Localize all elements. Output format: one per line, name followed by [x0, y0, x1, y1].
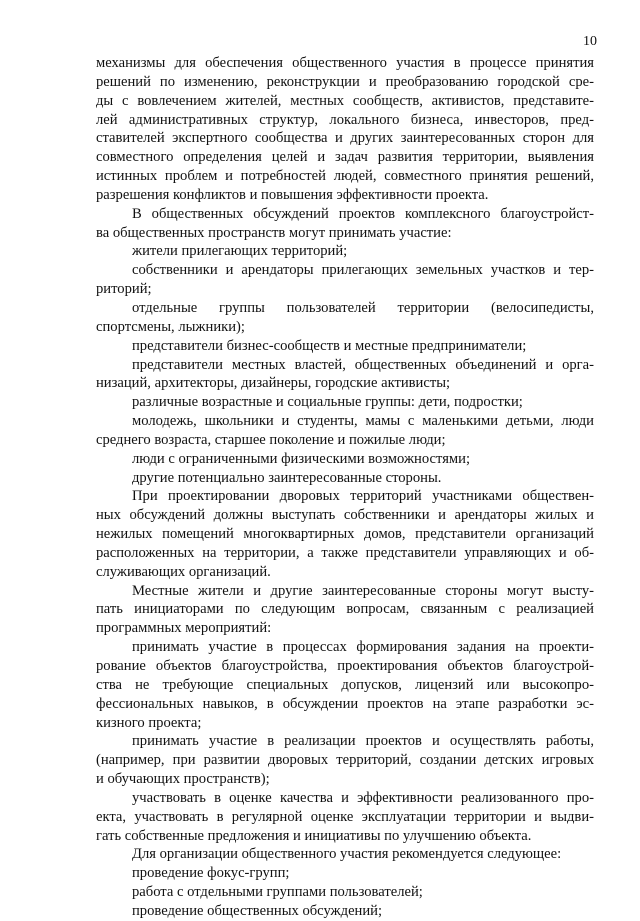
- text-line: механизмы для обеспечения общественного участия в процессе принятия: [96, 55, 594, 71]
- text-line: пать инициаторами по следующим вопросам, связанным с реализацией: [96, 601, 594, 618]
- text-line: совместного определения целей и задач развития территории, выявления: [96, 149, 594, 166]
- text-line: среднего возраста, старшее поколение и пожилые люди;: [96, 431, 446, 448]
- text-line: (например, при развитии дворовых территорий, создании детских игровых: [96, 752, 594, 769]
- text-line: лей административных структур, локального бизнеса, инвесторов, пред-: [96, 111, 594, 128]
- text-line: отдельные группы пользователей территории (велосипедисты,: [132, 299, 594, 316]
- text-line: представители местных властей, общественных объединений и орга-: [132, 356, 594, 373]
- text-line: работа с отдельными группами пользователей;: [132, 884, 423, 901]
- text-line: Для организации общественного участия рекомендуется следующее:: [132, 846, 562, 863]
- text-line: спортсмены, лыжники);: [96, 318, 245, 335]
- text-line: проведение общественных обсуждений;: [132, 902, 383, 919]
- text-line: люди с ограниченными физическими возможностями;: [132, 450, 471, 467]
- text-line: При проектировании дворовых территорий участниками обществен-: [132, 488, 594, 505]
- text-line: служивающих организаций.: [96, 563, 271, 580]
- text-line: ства не требующие специальных допусков, лицензий или высокопро-: [96, 676, 594, 693]
- text-line: представители бизнес-сообществ и местные предприниматели;: [132, 337, 527, 354]
- text-line: участвовать в оценке качества и эффективности реализованного про-: [132, 789, 594, 806]
- page-number: 10: [583, 34, 597, 49]
- text-line: принимать участие в реализации проектов и осуществлять работы,: [132, 733, 594, 750]
- text-line: екта, участвовать в регулярной оценке эксплуатации территории и выдви-: [96, 808, 594, 825]
- text-line: разрешения конфликтов и повышения эффективности проекта.: [96, 186, 489, 203]
- text-line: ных обсуждений должны выступать собственники и арендаторы жилых и: [96, 507, 594, 524]
- text-line: гать собственные предложения и инициативы по улучшению объекта.: [96, 827, 532, 844]
- text-line: В общественных обсуждений проектов комплексного благоустройст-: [132, 205, 594, 222]
- text-line: нежилых помещений многоквартирных домов, представители организаций: [96, 526, 594, 543]
- text-line: кизного проекта;: [96, 714, 202, 731]
- text-line: и обучающих пространств);: [96, 771, 270, 788]
- text-line: ва общественных пространств могут принимать участие:: [96, 224, 452, 241]
- body-text: [96, 54, 594, 921]
- text-line: ставителей экспертного сообщества и других заинтересованных сторон для: [96, 130, 594, 147]
- text-line: проведение фокус-групп;: [132, 865, 290, 882]
- text-line: решений по изменению, реконструкции и преобразованию городской сре-: [96, 73, 594, 90]
- text-line: ды с вовлечением жителей, местных сообществ, активистов, представите-: [96, 92, 594, 109]
- text-line: низаций, архитекторы, дизайнеры, городские активисты;: [96, 375, 451, 392]
- text-line: молодежь, школьники и студенты, мамы с маленькими детьми, люди: [132, 413, 594, 430]
- text-line: программных мероприятий:: [96, 620, 272, 637]
- text-line: истинных проблем и потребностей людей, совместного принятия решений,: [96, 168, 594, 185]
- text-line: фессиональных навыков, в обсуждении проектов на этапе разработки эс-: [96, 695, 594, 712]
- text-line: риторий;: [96, 281, 152, 298]
- text-line: различные возрастные и социальные группы: дети, подростки;: [132, 394, 523, 411]
- text-line: Местные жители и другие заинтересованные стороны могут высту-: [132, 582, 594, 599]
- text-line: другие потенциально заинтересованные стороны.: [132, 469, 442, 486]
- text-line: принимать участие в процессах формирования задания на проекти-: [132, 639, 594, 656]
- text-line: собственники и арендаторы прилегающих земельных участков и тер-: [132, 262, 594, 279]
- text-line: расположенных на территории, а также представители управляющих и об-: [96, 544, 594, 561]
- text-line: жители прилегающих территорий;: [132, 243, 348, 260]
- text-line: рование объектов благоустройства, проектирования объектов благоустрой-: [96, 658, 594, 674]
